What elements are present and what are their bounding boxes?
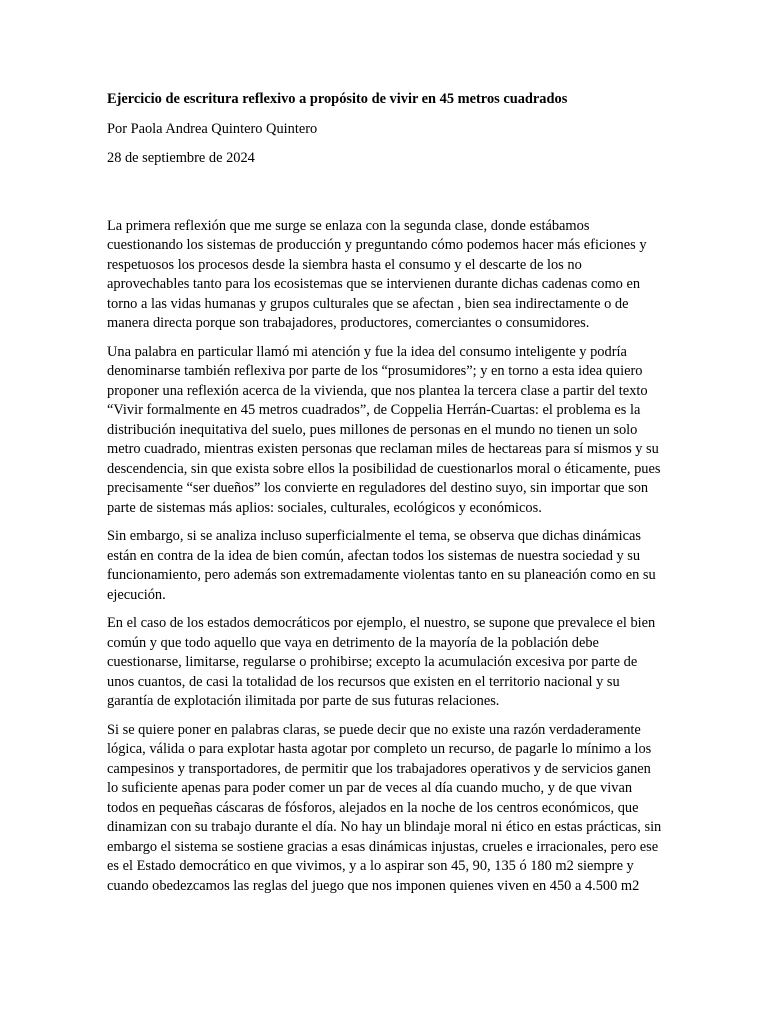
paragraph: Si se quiere poner en palabras claras, se puede decir que no existe una razón verdaderamente lógica, válida o para explotar hasta agotar por completo un recurso, de pagarle lo mínimo a los campesinos y transportadores, de permitir que los trabajadores operativos y de servicios ganen lo suficiente apenas para poder comer un par de veces al día cuando mucho, y de que vivan todos en pequeñas cáscaras de fósforos, alejados en la noche de los centros económicos, que dinamizan con su trabajo durante el día. No hay un blindaje moral ni ético en estas prácticas, sin embargo el sistema se sostiene gracias a esas dinámicas injustas, crueles e irracionales, pero ese es el Estado democrático en que vivimos, y a lo aspirar son 45, 90, 135 ó 180 m2 siempre y cuando obedezcamos las reglas del juego que nos imponen quienes viven en 450 a 4.500 m2 [107,721,662,894]
paragraph: Sin embargo, si se analiza incluso superficialmente el tema, se observa que dichas dinámicas están en contra de la idea de bien común, afectan todos los sistemas de nuestra sociedad y su funcionamiento, pero además son extremadamente violentas tanto en su planeación como en su ejecución. [107,528,656,603]
paragraph: La primera reflexión que me surge se enlaza con la segunda clase, donde estábamos cuestionando los sistemas de producción y preguntando cómo podemos hacer más eficiones y respetuosos los procesos desde la siembra hasta el consumo y el descarte de los no aprovechables tanto para los ecosistemas que se intervienen durante dichas cadenas como en torno a las vidas humanas y grupos culturales que se afectan , bien sea indirectamente o de manera directa porque son trabajadores, productores, comerciantes o consumidores. [107,217,647,331]
document-date: 28 de septiembre de 2024 [107,150,255,166]
paragraph: Una palabra en particular llamó mi atención y fue la idea del consumo inteligente y podría denominarse también reflexiva por parte de los “prosumidores”; y en torno a esta idea quiero proponer una reflexión acerca de la vivienda, que nos plantea la tercera clase a partir del texto “Vivir formalmente en 45 metros cuadrados”, de Coppelia Herrán-Cuartas: el problema es la distribución inequitativa del suelo, pues millones de personas en el mundo no tienen un solo metro cuadrado, mientras existen personas que reclaman miles de hectareas para sí mismos y su descendencia, sin que exista sobre ellos la posibilidad de cuestionarlos moral o éticamente, pues precisamente “ser dueños” los convierte en reguladores del destino suyo, sin importar que son parte de sistemas más aplios: sociales, culturales, ecológicos y económicos. [107,343,661,516]
document-author: Por Paola Andrea Quintero Quintero [107,120,318,137]
document-title: Ejercicio de escritura reflexivo a propósito de vivir en 45 metros cuadrados [107,91,568,107]
paragraph: En el caso de los estados democráticos por ejemplo, el nuestro, se supone que prevalece el bien común y que todo aquello que vaya en detrimento de la mayoría de la población debe cuestionarse, limitarse, regularse o prohibirse; excepto la acumulación excesiva por parte de unos cuantos, de casi la totalidad de los recursos que existen en el territorio nacional y su garantía de explotación ilimitada por parte de sus futuras relaciones. [107,615,656,709]
document-page [107,90,663,905]
